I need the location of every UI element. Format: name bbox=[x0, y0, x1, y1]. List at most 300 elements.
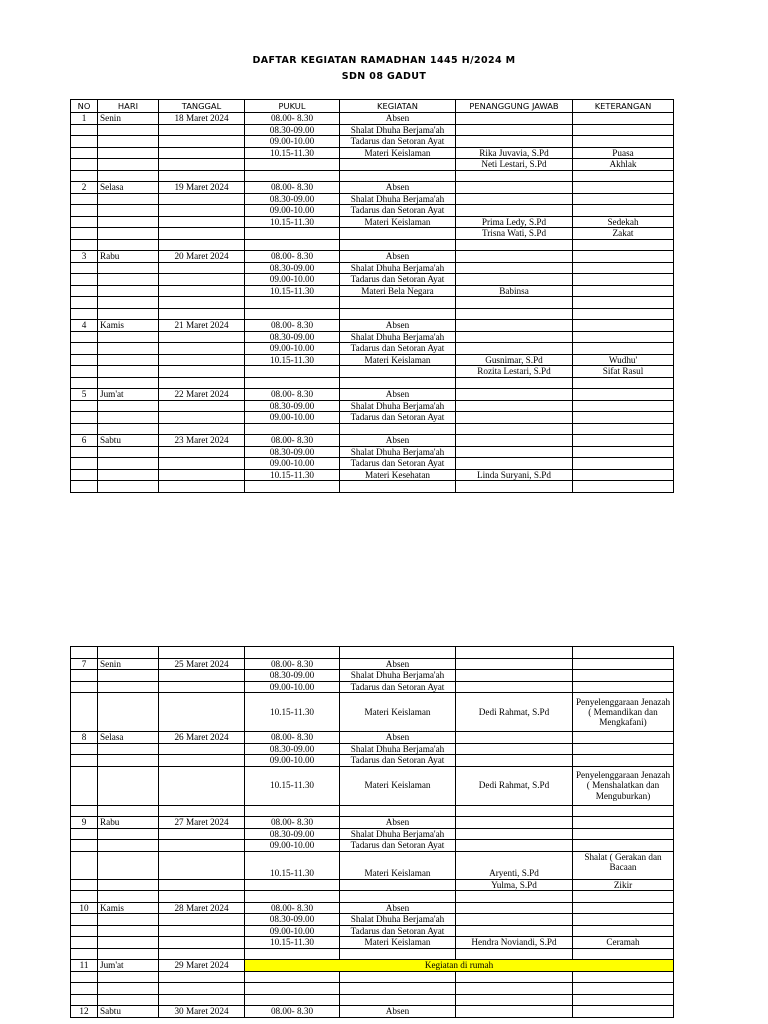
cell-keterangan: Sedekah bbox=[573, 216, 674, 228]
table-row bbox=[71, 182, 674, 194]
table-row bbox=[71, 902, 674, 914]
cell-no: 9 bbox=[71, 817, 98, 829]
cell-no bbox=[71, 274, 98, 286]
cell-pukul bbox=[245, 994, 340, 1006]
cell-keterangan: Puasa bbox=[573, 147, 674, 159]
table-row bbox=[71, 285, 674, 297]
cell-hari: Senin bbox=[98, 113, 159, 125]
cell-no bbox=[71, 925, 98, 937]
cell-pukul: 09.00-10.00 bbox=[245, 136, 340, 148]
cell-no: 10 bbox=[71, 902, 98, 914]
table-row bbox=[71, 458, 674, 470]
cell-pukul: 10.15-11.30 bbox=[245, 469, 340, 481]
cell-keterangan bbox=[573, 743, 674, 755]
cell-penanggung-jawab: Neti Lestari, S.Pd bbox=[456, 159, 573, 171]
cell-kegiatan: Materi Keislaman bbox=[340, 851, 456, 879]
cell-keterangan: Zakat bbox=[573, 228, 674, 240]
cell-kegiatan: Tadarus dan Setoran Ayat bbox=[340, 755, 456, 767]
cell-tanggal bbox=[159, 840, 245, 852]
cell-tanggal bbox=[159, 193, 245, 205]
cell-pukul bbox=[245, 891, 340, 903]
cell-no: 7 bbox=[71, 658, 98, 670]
cell-hari: Jum'at bbox=[98, 960, 159, 972]
cell-hari bbox=[98, 743, 159, 755]
cell-keterangan bbox=[573, 732, 674, 744]
cell-keterangan bbox=[573, 124, 674, 136]
cell-penanggung-jawab bbox=[456, 1006, 573, 1018]
cell-keterangan: Penyelenggaraan Jenazah ( Memandikan dan Mengkafani) bbox=[573, 693, 674, 732]
cell-kegiatan: Absen bbox=[340, 389, 456, 401]
cell-tanggal: 18 Maret 2024 bbox=[159, 113, 245, 125]
cell-pukul bbox=[245, 423, 340, 435]
cell-tanggal bbox=[159, 693, 245, 732]
cell-keterangan: Wudhu' bbox=[573, 354, 674, 366]
cell-tanggal bbox=[159, 994, 245, 1006]
cell-kegiatan bbox=[340, 423, 456, 435]
cell-no bbox=[71, 124, 98, 136]
table-row bbox=[71, 435, 674, 447]
cell-kegiatan: Tadarus dan Setoran Ayat bbox=[340, 343, 456, 355]
cell-penanggung-jawab bbox=[456, 948, 573, 960]
document-title: DAFTAR KEGIATAN RAMADHAN 1445 H/2024 M bbox=[252, 55, 516, 66]
cell-hari bbox=[98, 937, 159, 949]
cell-hari bbox=[98, 766, 159, 805]
cell-no bbox=[71, 481, 98, 493]
cell-keterangan bbox=[573, 755, 674, 767]
cell-hari: Jum'at bbox=[98, 389, 159, 401]
cell-penanggung-jawab bbox=[456, 983, 573, 995]
cell-pukul bbox=[245, 879, 340, 891]
cell-no: 8 bbox=[71, 732, 98, 744]
cell-hari bbox=[98, 481, 159, 493]
cell-kegiatan: Materi Keislaman bbox=[340, 354, 456, 366]
cell-pukul bbox=[245, 948, 340, 960]
cell-hari bbox=[98, 239, 159, 251]
cell-penanggung-jawab: Rozita Lestari, S.Pd bbox=[456, 366, 573, 378]
cell-tanggal bbox=[159, 147, 245, 159]
table-row bbox=[71, 983, 674, 995]
cell-hari bbox=[98, 297, 159, 309]
cell-pukul bbox=[245, 297, 340, 309]
cell-kegiatan: Tadarus dan Setoran Ayat bbox=[340, 136, 456, 148]
cell-pukul: 08.30-09.00 bbox=[245, 400, 340, 412]
cell-pukul: 08.00- 8.30 bbox=[245, 732, 340, 744]
cell-penanggung-jawab bbox=[456, 891, 573, 903]
cell-keterangan bbox=[573, 331, 674, 343]
cell-keterangan: Akhlak bbox=[573, 159, 674, 171]
cell-no bbox=[71, 400, 98, 412]
cell-pukul: 08.30-09.00 bbox=[245, 124, 340, 136]
cell-penanggung-jawab bbox=[456, 320, 573, 332]
cell-no bbox=[71, 159, 98, 171]
cell-kegiatan bbox=[340, 971, 456, 983]
header-hari: HARI bbox=[98, 100, 159, 113]
cell-keterangan bbox=[573, 113, 674, 125]
cell-tanggal bbox=[159, 879, 245, 891]
cell-tanggal: 19 Maret 2024 bbox=[159, 182, 245, 194]
table-row bbox=[71, 891, 674, 903]
cell-hari: Kamis bbox=[98, 902, 159, 914]
cell-keterangan bbox=[573, 251, 674, 263]
table-row bbox=[71, 124, 674, 136]
cell-keterangan bbox=[573, 948, 674, 960]
cell-penanggung-jawab bbox=[456, 124, 573, 136]
cell-pukul: 08.30-09.00 bbox=[245, 743, 340, 755]
cell-penanggung-jawab bbox=[456, 182, 573, 194]
cell-tanggal bbox=[159, 983, 245, 995]
cell-penanggung-jawab bbox=[456, 251, 573, 263]
cell-no bbox=[71, 412, 98, 424]
cell-hari bbox=[98, 216, 159, 228]
cell-pukul: 09.00-10.00 bbox=[245, 205, 340, 217]
cell-hari bbox=[98, 647, 159, 659]
cell-keterangan bbox=[573, 481, 674, 493]
cell-no bbox=[71, 308, 98, 320]
table-row bbox=[71, 828, 674, 840]
cell-tanggal bbox=[159, 170, 245, 182]
cell-hari bbox=[98, 377, 159, 389]
cell-kegiatan bbox=[340, 170, 456, 182]
cell-pukul: 10.15-11.30 bbox=[245, 147, 340, 159]
cell-penanggung-jawab: Babinsa bbox=[456, 285, 573, 297]
table-row bbox=[71, 755, 674, 767]
cell-pukul: 09.00-10.00 bbox=[245, 755, 340, 767]
cell-pukul: 09.00-10.00 bbox=[245, 840, 340, 852]
table-row bbox=[71, 400, 674, 412]
cell-tanggal bbox=[159, 670, 245, 682]
cell-kegiatan bbox=[340, 239, 456, 251]
cell-pukul bbox=[245, 805, 340, 817]
cell-penanggung-jawab bbox=[456, 840, 573, 852]
cell-no: 11 bbox=[71, 960, 98, 972]
cell-kegiatan: Tadarus dan Setoran Ayat bbox=[340, 458, 456, 470]
cell-pukul: 08.30-09.00 bbox=[245, 446, 340, 458]
table-row bbox=[71, 343, 674, 355]
table-row bbox=[71, 274, 674, 286]
cell-pukul: 09.00-10.00 bbox=[245, 343, 340, 355]
cell-kegiatan: Shalat Dhuha Berjama'ah bbox=[340, 670, 456, 682]
cell-no bbox=[71, 343, 98, 355]
table-row bbox=[71, 805, 674, 817]
cell-no bbox=[71, 983, 98, 995]
cell-keterangan bbox=[573, 469, 674, 481]
header-no: NO bbox=[71, 100, 98, 113]
cell-no bbox=[71, 228, 98, 240]
cell-penanggung-jawab bbox=[456, 458, 573, 470]
cell-pukul: 08.00- 8.30 bbox=[245, 182, 340, 194]
table-row bbox=[71, 743, 674, 755]
cell-kegiatan bbox=[340, 879, 456, 891]
cell-hari bbox=[98, 366, 159, 378]
cell-hari bbox=[98, 914, 159, 926]
cell-tanggal: 20 Maret 2024 bbox=[159, 251, 245, 263]
cell-pukul bbox=[245, 239, 340, 251]
cell-keterangan bbox=[573, 297, 674, 309]
cell-penanggung-jawab bbox=[456, 914, 573, 926]
cell-keterangan bbox=[573, 925, 674, 937]
cell-pukul: 08.00- 8.30 bbox=[245, 817, 340, 829]
cell-no bbox=[71, 851, 98, 879]
cell-hari bbox=[98, 681, 159, 693]
cell-hari bbox=[98, 994, 159, 1006]
cell-penanggung-jawab bbox=[456, 274, 573, 286]
cell-keterangan bbox=[573, 193, 674, 205]
cell-hari bbox=[98, 354, 159, 366]
cell-tanggal bbox=[159, 851, 245, 879]
cell-tanggal: 26 Maret 2024 bbox=[159, 732, 245, 744]
cell-pukul: 08.30-09.00 bbox=[245, 331, 340, 343]
cell-no bbox=[71, 879, 98, 891]
cell-keterangan: Sifat Rasul bbox=[573, 366, 674, 378]
cell-kegiatan bbox=[340, 805, 456, 817]
cell-kegiatan: Absen bbox=[340, 320, 456, 332]
table-row bbox=[71, 732, 674, 744]
cell-pukul: 08.00- 8.30 bbox=[245, 251, 340, 263]
cell-penanggung-jawab bbox=[456, 435, 573, 447]
cell-pukul: 10.15-11.30 bbox=[245, 766, 340, 805]
cell-hari bbox=[98, 755, 159, 767]
cell-keterangan bbox=[573, 182, 674, 194]
table-row bbox=[71, 937, 674, 949]
cell-kegiatan: Shalat Dhuha Berjama'ah bbox=[340, 914, 456, 926]
table-row bbox=[71, 925, 674, 937]
cell-hari bbox=[98, 343, 159, 355]
cell-hari bbox=[98, 274, 159, 286]
table-row bbox=[71, 216, 674, 228]
header-kegiatan: KEGIATAN bbox=[340, 100, 456, 113]
cell-keterangan bbox=[573, 914, 674, 926]
cell-tanggal bbox=[159, 343, 245, 355]
cell-kegiatan bbox=[340, 297, 456, 309]
table-row bbox=[71, 366, 674, 378]
cell-kegiatan: Absen bbox=[340, 902, 456, 914]
cell-keterangan bbox=[573, 320, 674, 332]
cell-tanggal: 28 Maret 2024 bbox=[159, 902, 245, 914]
cell-penanggung-jawab bbox=[456, 446, 573, 458]
cell-no bbox=[71, 136, 98, 148]
table-row bbox=[71, 817, 674, 829]
table-row bbox=[71, 147, 674, 159]
cell-penanggung-jawab bbox=[456, 732, 573, 744]
cell-tanggal bbox=[159, 366, 245, 378]
cell-kegiatan: Materi Keislaman bbox=[340, 216, 456, 228]
cell-keterangan bbox=[573, 681, 674, 693]
cell-hari bbox=[98, 925, 159, 937]
cell-kegiatan: Tadarus dan Setoran Ayat bbox=[340, 205, 456, 217]
cell-tanggal bbox=[159, 124, 245, 136]
cell-hari bbox=[98, 331, 159, 343]
cell-penanggung-jawab bbox=[456, 743, 573, 755]
cell-keterangan: Ceramah bbox=[573, 937, 674, 949]
table-row bbox=[71, 170, 674, 182]
cell-no bbox=[71, 216, 98, 228]
cell-tanggal bbox=[159, 891, 245, 903]
cell-no bbox=[71, 458, 98, 470]
cell-keterangan bbox=[573, 285, 674, 297]
cell-no: 6 bbox=[71, 435, 98, 447]
cell-hari bbox=[98, 948, 159, 960]
cell-kegiatan bbox=[340, 159, 456, 171]
cell-tanggal bbox=[159, 159, 245, 171]
cell-pukul: 08.00- 8.30 bbox=[245, 389, 340, 401]
table-row bbox=[71, 658, 674, 670]
cell-pukul: 08.00- 8.30 bbox=[245, 435, 340, 447]
cell-penanggung-jawab bbox=[456, 205, 573, 217]
cell-no: 1 bbox=[71, 113, 98, 125]
cell-tanggal: 27 Maret 2024 bbox=[159, 817, 245, 829]
cell-tanggal bbox=[159, 971, 245, 983]
cell-penanggung-jawab bbox=[456, 647, 573, 659]
school-name: SDN 08 GADUT bbox=[341, 71, 427, 82]
cell-tanggal bbox=[159, 262, 245, 274]
table-row bbox=[71, 193, 674, 205]
cell-pukul: 08.00- 8.30 bbox=[245, 1006, 340, 1018]
cell-penanggung-jawab bbox=[456, 805, 573, 817]
cell-hari bbox=[98, 147, 159, 159]
table-row bbox=[71, 914, 674, 926]
cell-hari bbox=[98, 840, 159, 852]
cell-no bbox=[71, 647, 98, 659]
cell-penanggung-jawab: Linda Suryani, S.Pd bbox=[456, 469, 573, 481]
cell-kegiatan: Tadarus dan Setoran Ayat bbox=[340, 925, 456, 937]
cell-hari bbox=[98, 262, 159, 274]
cell-pukul bbox=[245, 481, 340, 493]
cell-penanggung-jawab bbox=[456, 412, 573, 424]
cell-penanggung-jawab bbox=[456, 755, 573, 767]
schedule-table-week-1 bbox=[70, 99, 674, 493]
table-row bbox=[71, 481, 674, 493]
cell-kegiatan: Absen bbox=[340, 182, 456, 194]
cell-no bbox=[71, 914, 98, 926]
cell-hari bbox=[98, 423, 159, 435]
cell-hari bbox=[98, 469, 159, 481]
cell-no bbox=[71, 193, 98, 205]
cell-tanggal: 25 Maret 2024 bbox=[159, 658, 245, 670]
cell-keterangan bbox=[573, 971, 674, 983]
cell-penanggung-jawab: Yulma, S.Pd bbox=[456, 879, 573, 891]
cell-hari: Rabu bbox=[98, 251, 159, 263]
cell-hari bbox=[98, 446, 159, 458]
cell-keterangan bbox=[573, 377, 674, 389]
cell-hari bbox=[98, 670, 159, 682]
cell-hari bbox=[98, 828, 159, 840]
cell-tanggal bbox=[159, 481, 245, 493]
cell-kegiatan: Absen bbox=[340, 251, 456, 263]
header-keterangan: KETERANGAN bbox=[573, 100, 674, 113]
cell-pukul: 09.00-10.00 bbox=[245, 681, 340, 693]
cell-keterangan bbox=[573, 170, 674, 182]
cell-kegiatan bbox=[340, 308, 456, 320]
cell-kegiatan: Absen bbox=[340, 658, 456, 670]
cell-keterangan bbox=[573, 262, 674, 274]
cell-keterangan bbox=[573, 817, 674, 829]
table-row bbox=[71, 446, 674, 458]
cell-keterangan bbox=[573, 647, 674, 659]
cell-pukul: 08.30-09.00 bbox=[245, 828, 340, 840]
table-row bbox=[71, 205, 674, 217]
cell-pukul: 09.00-10.00 bbox=[245, 274, 340, 286]
cell-tanggal bbox=[159, 681, 245, 693]
cell-tanggal bbox=[159, 948, 245, 960]
cell-hari bbox=[98, 983, 159, 995]
cell-tanggal: 21 Maret 2024 bbox=[159, 320, 245, 332]
cell-hari: Kamis bbox=[98, 320, 159, 332]
cell-pukul: 10.15-11.30 bbox=[245, 216, 340, 228]
cell-tanggal bbox=[159, 228, 245, 240]
table-row bbox=[71, 681, 674, 693]
cell-pukul bbox=[245, 983, 340, 995]
cell-tanggal bbox=[159, 925, 245, 937]
cell-pukul bbox=[245, 159, 340, 171]
cell-keterangan bbox=[573, 308, 674, 320]
cell-no bbox=[71, 743, 98, 755]
cell-no bbox=[71, 377, 98, 389]
table-row bbox=[71, 159, 674, 171]
cell-pukul bbox=[245, 228, 340, 240]
cell-tanggal bbox=[159, 743, 245, 755]
cell-hari bbox=[98, 891, 159, 903]
cell-penanggung-jawab bbox=[456, 902, 573, 914]
cell-hari bbox=[98, 228, 159, 240]
cell-penanggung-jawab bbox=[456, 481, 573, 493]
cell-penanggung-jawab bbox=[456, 817, 573, 829]
cell-keterangan bbox=[573, 446, 674, 458]
cell-kegiatan: Shalat Dhuha Berjama'ah bbox=[340, 400, 456, 412]
cell-kegiatan: Absen bbox=[340, 732, 456, 744]
table-row bbox=[71, 670, 674, 682]
cell-tanggal bbox=[159, 285, 245, 297]
cell-pukul: 08.30-09.00 bbox=[245, 193, 340, 205]
cell-tanggal bbox=[159, 297, 245, 309]
cell-keterangan bbox=[573, 205, 674, 217]
cell-hari: Selasa bbox=[98, 732, 159, 744]
table-row bbox=[71, 354, 674, 366]
cell-penanggung-jawab bbox=[456, 994, 573, 1006]
cell-no bbox=[71, 948, 98, 960]
cell-keterangan bbox=[573, 1006, 674, 1018]
cell-tanggal bbox=[159, 354, 245, 366]
cell-pukul: 08.00- 8.30 bbox=[245, 113, 340, 125]
cell-kegiatan: Tadarus dan Setoran Ayat bbox=[340, 681, 456, 693]
cell-no bbox=[71, 766, 98, 805]
cell-keterangan bbox=[573, 670, 674, 682]
cell-penanggung-jawab bbox=[456, 193, 573, 205]
cell-hari: Rabu bbox=[98, 817, 159, 829]
table-row bbox=[71, 228, 674, 240]
cell-tanggal bbox=[159, 446, 245, 458]
table-row bbox=[71, 840, 674, 852]
cell-hari bbox=[98, 136, 159, 148]
table-row bbox=[71, 320, 674, 332]
cell-tanggal bbox=[159, 331, 245, 343]
cell-kegiatan bbox=[340, 647, 456, 659]
cell-hari bbox=[98, 971, 159, 983]
cell-penanggung-jawab bbox=[456, 239, 573, 251]
cell-no bbox=[71, 170, 98, 182]
table-row bbox=[71, 239, 674, 251]
cell-kegiatan: Materi Keislaman bbox=[340, 147, 456, 159]
cell-no bbox=[71, 331, 98, 343]
cell-kegiatan: Tadarus dan Setoran Ayat bbox=[340, 840, 456, 852]
cell-penanggung-jawab: Trisna Wati, S.Pd bbox=[456, 228, 573, 240]
cell-tanggal: 29 Maret 2024 bbox=[159, 960, 245, 972]
cell-no bbox=[71, 681, 98, 693]
cell-kegiatan bbox=[340, 891, 456, 903]
cell-kegiatan bbox=[340, 377, 456, 389]
cell-kegiatan: Absen bbox=[340, 1006, 456, 1018]
cell-penanggung-jawab bbox=[456, 389, 573, 401]
cell-hari bbox=[98, 170, 159, 182]
